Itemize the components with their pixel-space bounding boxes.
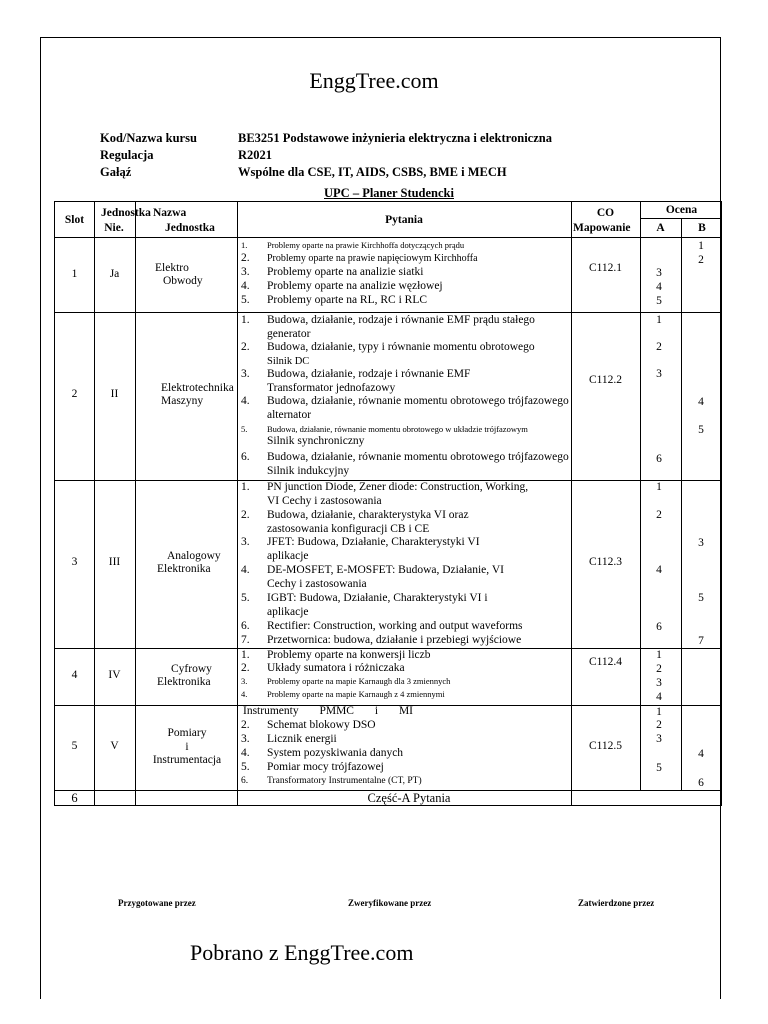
planner-table [54, 201, 722, 806]
slot-number: 4 [71, 669, 78, 681]
question-text: Problemy oparte na konwersji liczb [267, 649, 431, 661]
mark-a: 5 [656, 295, 662, 307]
co-mapping: C112.4 [588, 656, 623, 668]
question-text: Problemy oparte na prawie Kirchhoffa dotyczących prądu [267, 240, 465, 250]
question-item [241, 294, 621, 308]
part-a-questions: Część-A Pytania [367, 791, 451, 805]
unit-name-2: Elektronika [157, 563, 211, 575]
row-divider [640, 218, 721, 219]
unit-name: Elektro [155, 262, 189, 274]
question-item [241, 314, 621, 341]
question-text: Przetwornica: budowa, działanie i przebiegi wyjściowe [267, 634, 522, 646]
mark-a: 4 [656, 691, 662, 703]
unit-number: III [108, 556, 121, 568]
question-item [241, 341, 621, 368]
question-text: PN junction Diode, Zener diode: Construction, Working, [267, 481, 529, 493]
unit-number: II [110, 388, 119, 400]
question-item [241, 634, 621, 648]
question-text-cont: generator [267, 327, 311, 340]
question-text: Licznik energii [267, 733, 337, 745]
mark-b: 4 [698, 748, 704, 760]
mark-a: 3 [656, 267, 662, 279]
question-number: 4. [241, 564, 250, 576]
site-title: EnggTree.com [309, 68, 439, 93]
question-text-cont: Silnik indukcyjny [267, 464, 350, 477]
question-text: Budowa, działanie, charakterystyka VI oraz [267, 509, 469, 521]
question-text-cont: Cechy i zastosowania [267, 577, 367, 590]
mark-a: 3 [656, 733, 662, 745]
question-text: Problemy oparte na analizie węzłowej [267, 280, 443, 292]
question-item [241, 280, 621, 294]
question-text-cont: aplikacje [267, 549, 309, 562]
question-text-cont: alternator [267, 408, 312, 421]
co-mapping: C112.5 [588, 740, 623, 752]
question-text: Budowa, działanie, równanie momentu obrotowego trójfazowego [267, 395, 569, 407]
unit-name-2: Elektronika [157, 676, 211, 688]
col-divider [94, 202, 95, 805]
question-text-cont: zastosowania konfiguracji CB i CE [267, 522, 430, 535]
branch-row [100, 164, 552, 181]
mark-a: 4 [656, 281, 662, 293]
question-number: 5. [241, 294, 250, 306]
slot-number: 5 [71, 740, 78, 752]
question-text: Pomiar mocy trójfazowej [267, 761, 384, 773]
question-item [243, 705, 413, 719]
header-a: A [656, 222, 665, 234]
question-text: Schemat blokowy DSO [267, 719, 376, 731]
question-number: 3. [241, 733, 250, 745]
unit-name: Cyfrowy [171, 663, 212, 675]
header-unit-no: Jednostka [101, 207, 151, 219]
question-number: 7. [241, 634, 250, 646]
question-number: 1. [241, 481, 250, 493]
col-divider [640, 202, 641, 791]
question-item [241, 649, 501, 663]
mark-b: 3 [698, 537, 704, 549]
question-number: 4. [241, 747, 250, 759]
mark-b: 5 [698, 424, 704, 436]
question-number: 6. [241, 776, 249, 786]
question-number: 3. [241, 676, 248, 686]
question-number: 2. [241, 662, 250, 674]
question-text: Problemy oparte na prawie napięciowym Kirchhoffa [267, 253, 478, 264]
question-number: 2. [241, 509, 250, 521]
question-text: Problemy oparte na mapie Karnaugh z 4 zmiennymi [267, 689, 445, 699]
verified-by: Zweryfikowane przez [348, 898, 432, 908]
question-number: 6. [241, 620, 250, 632]
course-info [100, 130, 552, 181]
question-text: Budowa, działanie, typy i równanie momentu obrotowego [267, 341, 535, 353]
mark-a: 5 [656, 762, 662, 774]
question-number: 5. [241, 761, 250, 773]
mark-a: 3 [656, 368, 662, 380]
question-number: 5. [241, 592, 250, 604]
mark-b: 4 [698, 396, 704, 408]
mark-b: 1 [698, 240, 704, 252]
question-text-cont: Silnik synchroniczny [267, 435, 365, 447]
question-text-cont: Silnik DC [267, 355, 310, 367]
co-mapping: C112.3 [588, 556, 623, 568]
meta-label: Kod/Nazwa kursu [100, 131, 197, 145]
question-item [241, 564, 621, 591]
question-number: 1. [241, 314, 250, 326]
question-item [241, 676, 511, 686]
question-text-cont: Transformator jednofazowy [267, 381, 396, 394]
mark-b: 6 [698, 777, 704, 789]
question-item [241, 240, 621, 250]
mark-a: 4 [656, 564, 662, 576]
header-slot: Slot [64, 214, 85, 226]
meta-label: Regulacja [100, 148, 154, 162]
question-text: Instrumenty PMMC i MI [243, 705, 413, 717]
question-number: 6. [241, 451, 250, 463]
question-item [241, 689, 511, 699]
unit-name-2: i [185, 741, 189, 753]
header-b: B [698, 222, 706, 234]
question-item [241, 761, 471, 775]
question-text: Problemy oparte na mapie Karnaugh dla 3 zmiennych [267, 676, 451, 686]
question-number: 5. [241, 424, 248, 434]
mark-a: 2 [656, 719, 662, 731]
header-unit-name-2: Jednostka [165, 222, 215, 234]
mark-a: 2 [656, 509, 662, 521]
question-item [241, 252, 621, 266]
question-item [241, 662, 471, 676]
unit-name: Elektrotechnika [161, 382, 234, 394]
question-text: Budowa, działanie, rodzaje i równanie EMF [267, 368, 471, 380]
question-number: 2. [241, 252, 250, 264]
question-number: 2. [241, 341, 250, 353]
question-text-cont: aplikacje [267, 605, 309, 618]
mark-b: 5 [698, 592, 704, 604]
question-item [241, 620, 621, 634]
slot-number: 2 [71, 388, 78, 400]
unit-number: Ja [109, 268, 120, 280]
question-number: 4. [241, 395, 250, 407]
download-footer: Pobrano z EnggTree.com [190, 940, 414, 965]
mark-a: 1 [656, 706, 662, 718]
meta-value: BE3251 Podstawowe inżynieria elektryczna i elektroniczna [238, 131, 552, 145]
question-text: Problemy oparte na RL, RC i RLC [267, 294, 428, 306]
question-text: DE-MOSFET, E-MOSFET: Budowa, Działanie, VI [267, 564, 504, 576]
mark-a: 1 [656, 481, 662, 493]
question-number: 2. [241, 719, 250, 731]
mark-a: 6 [656, 621, 662, 633]
question-item [241, 423, 621, 449]
unit-number: V [110, 740, 119, 752]
question-text: Budowa, działanie, równanie momentu obrotowego trójfazowego [267, 451, 569, 463]
meta-value: R2021 [238, 148, 273, 162]
planner-title: UPC – Planer Studencki [324, 186, 454, 200]
question-item [241, 776, 531, 786]
mark-b: 7 [698, 635, 704, 647]
question-item [241, 536, 621, 563]
meta-value: Wspólne dla CSE, IT, AIDS, CSBS, BME i MECH [238, 165, 507, 179]
question-number: 4. [241, 280, 250, 292]
question-item [241, 395, 621, 422]
header-co-2: Mapowanie [573, 222, 631, 234]
mark-a: 1 [656, 314, 662, 326]
col-divider [237, 202, 238, 805]
question-item [241, 368, 621, 395]
mark-b: 2 [698, 254, 704, 266]
unit-number: IV [108, 669, 121, 681]
question-text: Transformatory Instrumentalne (CT, PT) [267, 776, 422, 786]
co-mapping: C112.2 [588, 374, 623, 386]
question-item [241, 451, 621, 478]
row-divider [55, 312, 721, 313]
question-number: 1. [241, 240, 248, 250]
approved-by: Zatwierdzone przez [578, 898, 655, 908]
unit-name: Analogowy [167, 550, 221, 562]
slot-number: 1 [71, 268, 78, 280]
question-number: 4. [241, 689, 248, 699]
header-unit-no-2: Nie. [104, 222, 124, 234]
question-text: Problemy oparte na analizie siatki [267, 266, 424, 278]
course-code-row [100, 130, 552, 147]
question-number: 3. [241, 536, 250, 548]
question-item [241, 733, 401, 747]
unit-name-2: Maszyny [161, 395, 204, 407]
question-item [241, 747, 491, 761]
question-item [241, 719, 436, 733]
header-questions: Pytania [385, 214, 423, 226]
question-text: Rectifier: Construction, working and output waveforms [267, 620, 523, 632]
co-mapping: C112.1 [588, 262, 623, 274]
question-text: JFET: Budowa, Działanie, Charakterystyki VI [267, 536, 480, 548]
question-item [241, 509, 621, 536]
question-text: Budowa, działanie, rodzaje i równanie EMF prądu stałego [267, 314, 535, 326]
slot-number: 3 [71, 556, 78, 568]
mark-a: 2 [656, 663, 662, 675]
header-rating: Ocena [665, 204, 698, 216]
question-text: Budowa, działanie, równanie momentu obrotowego w układzie trójfazowym [267, 424, 528, 434]
question-item [241, 481, 621, 508]
question-number: 3. [241, 266, 250, 278]
regulation-row [100, 147, 552, 164]
question-number: 1. [241, 649, 250, 661]
mark-a: 3 [656, 677, 662, 689]
header-unit-name: Nazwa [153, 207, 187, 219]
unit-name-2: Obwody [163, 275, 203, 287]
question-text: IGBT: Budowa, Działanie, Charakterystyki VI i [267, 592, 488, 604]
slot-number: 6 [71, 791, 78, 805]
question-text: Układy sumatora i różniczaka [267, 662, 405, 674]
mark-a: 1 [656, 649, 662, 661]
question-text: System pozyskiwania danych [267, 747, 404, 759]
unit-name: Pomiary [167, 727, 207, 739]
mark-a: 6 [656, 453, 662, 465]
mark-a: 2 [656, 341, 662, 353]
prepared-by: Przygotowane przez [118, 898, 196, 908]
question-number: 3. [241, 368, 250, 380]
question-text-cont: VI Cechy i zastosowania [267, 494, 382, 507]
unit-name-3: Instrumentacja [152, 754, 222, 766]
col-divider [135, 202, 136, 805]
question-item [241, 266, 621, 280]
header-co: CO [596, 207, 615, 219]
question-item [241, 592, 621, 619]
row-divider [55, 237, 721, 238]
meta-label: Gałąź [100, 165, 132, 179]
